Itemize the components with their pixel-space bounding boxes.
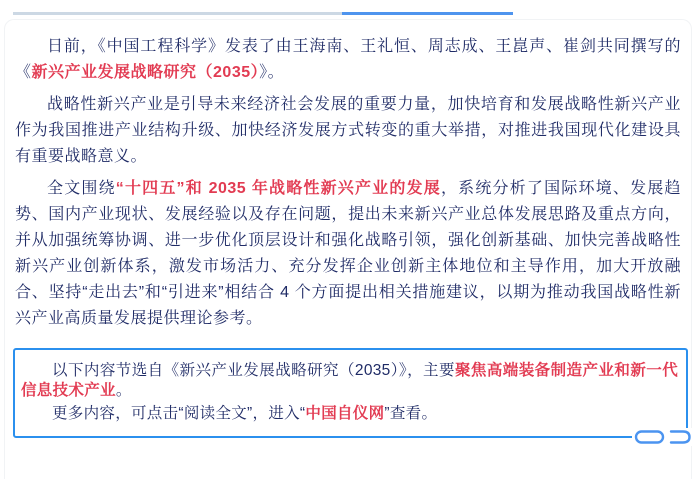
- top-divider-blue-segment: [342, 12, 513, 15]
- summary-text-start: 全文围绕: [47, 180, 116, 197]
- intro-text-end: 》。: [259, 64, 285, 81]
- report-title-highlight: 新兴产业发展战略研究（2035）: [31, 64, 260, 81]
- summary-text-end: ，系统分析了国际环境、发展趋势、国内产业现状、发展经验以及存在问题，提出未来新兴产业总体发展思路及重点方向，并从加强统筹协调、进一步优化顶层设计和强化战略引领，强化创新基础、加快完善战略性新兴产业创新体系，激发市场活力、充分发挥企业创新主体地位和主导作用，加大开放融合、坚持“走出去”和“引进来”相结合 4 个方面提出相关措施建议，以期为推动我国战略性新兴产业高质量发展提供理论参考。: [15, 180, 681, 327]
- plan-highlight: “十四五”和 2035 年战略性新兴产业的发展: [115, 180, 441, 197]
- article-paragraph-summary: [15, 176, 681, 332]
- article-paragraph-intro: [15, 34, 681, 86]
- note-box: [13, 348, 688, 438]
- note-paragraph-excerpt: [21, 361, 678, 401]
- more-text-end: ”查看。: [384, 405, 438, 422]
- article-body: [15, 34, 681, 332]
- article-card: [4, 19, 692, 479]
- excerpt-text-end: 。: [115, 382, 132, 399]
- article-paragraph-significance: 战略性新兴产业是引导未来经济社会发展的重要力量，加快培育和发展战略性新兴产业作为我国推进产业结构升级、加快经济发展方式转变的重大举措，对推进我国现代化建设具有重要战略意义。: [15, 96, 681, 165]
- top-divider: [13, 12, 693, 15]
- note-paragraph-more: [21, 404, 678, 424]
- excerpt-text-start: 以下内容节选自《新兴产业发展战略研究（2035）》，主要: [52, 362, 455, 379]
- focus-industries-highlight: 聚焦高端装备制造产业和新一代信息技术产业: [21, 362, 679, 399]
- link-icon: [632, 428, 693, 446]
- site-name-highlight: 中国自仪网: [305, 405, 385, 422]
- more-text-start: 更多内容，可点击“阅读全文”，进入“: [52, 405, 306, 422]
- top-divider-light-segment: [13, 12, 342, 15]
- intro-text: 日前，《中国工程科学》发表了由王海南、王礼恒、周志成、王崑声、崔剑共同撰写的《: [15, 38, 681, 81]
